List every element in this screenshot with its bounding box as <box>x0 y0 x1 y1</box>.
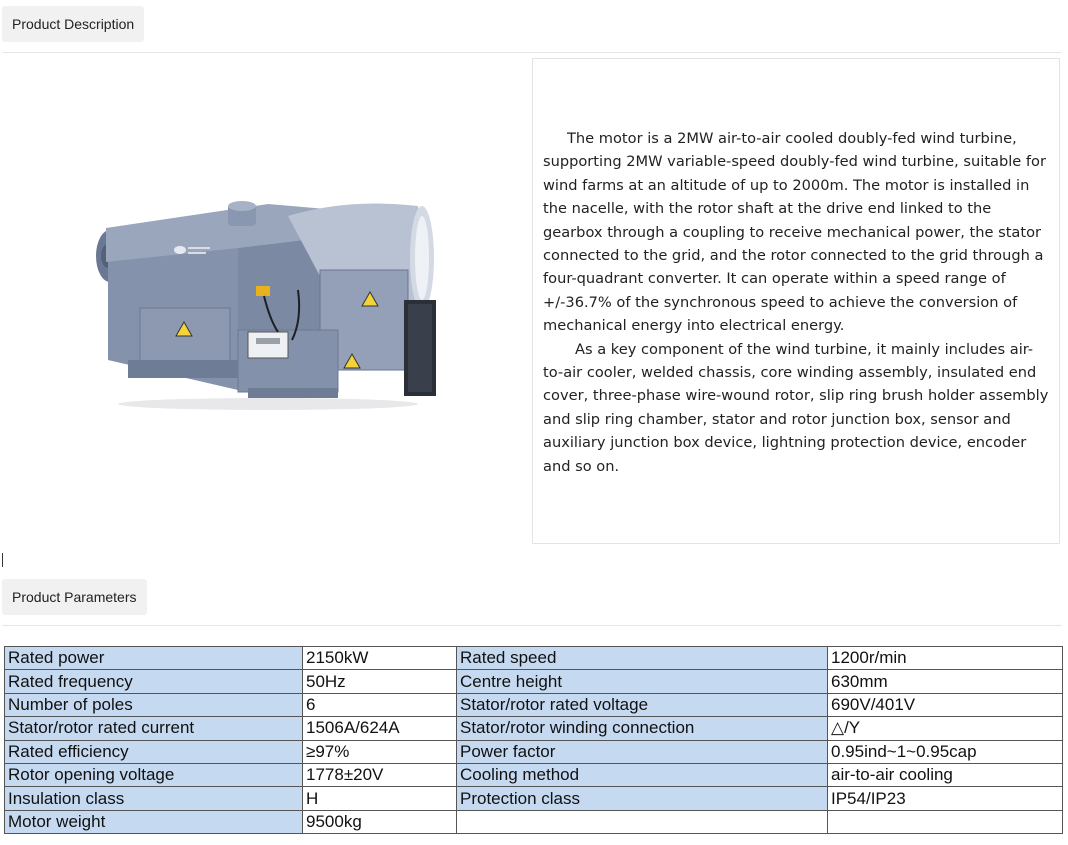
table-row <box>5 787 1063 810</box>
tab-product-parameters[interactable]: Product Parameters <box>2 579 147 615</box>
param-value: 1506A/624A <box>303 717 457 740</box>
product-parameters-table <box>4 646 1063 834</box>
table-row <box>5 693 1063 716</box>
param-label <box>457 810 828 833</box>
param-value: △/Y <box>828 717 1063 740</box>
param-label: Motor weight <box>5 810 303 833</box>
param-label: Stator/rotor winding connection <box>457 717 828 740</box>
param-value: 50Hz <box>303 670 457 693</box>
motor-product-image <box>88 190 440 416</box>
param-label: Stator/rotor rated voltage <box>457 693 828 716</box>
description-paragraph: The motor is a 2MW air-to-air cooled doubly-fed wind turbine, supporting 2MW variable-speed doubly-fed wind turbine, suitable for wind farms at an altitude of up to 2000m. The motor is installed in the nacelle, with the rotor shaft at the drive end linked to the gearbox through a coupling to receive mechanical power, the stator connected to the grid, and the rotor connected to the grid through a four-quadrant converter. It can operate within a speed range of +/-36.7% of the synchronous speed to achieve the conversion of mechanical energy into electrical energy. <box>543 130 1046 335</box>
table-row <box>5 810 1063 833</box>
param-value: 2150kW <box>303 647 457 670</box>
param-value: H <box>303 787 457 810</box>
param-value <box>828 810 1063 833</box>
param-value: ≥97% <box>303 740 457 763</box>
param-value: 1778±20V <box>303 763 457 786</box>
param-label: Rotor opening voltage <box>5 763 303 786</box>
param-label: Rated efficiency <box>5 740 303 763</box>
section-divider <box>2 625 1062 626</box>
param-value: 0.95ind~1~0.95cap <box>828 740 1063 763</box>
param-value: 9500kg <box>303 810 457 833</box>
param-label: Stator/rotor rated current <box>5 717 303 740</box>
param-label: Rated frequency <box>5 670 303 693</box>
param-label: Centre height <box>457 670 828 693</box>
section-divider <box>2 52 1062 53</box>
table-row <box>5 763 1063 786</box>
param-value: 690V/401V <box>828 693 1063 716</box>
param-label: Insulation class <box>5 787 303 810</box>
product-description-box <box>532 58 1060 544</box>
param-value: IP54/IP23 <box>828 787 1063 810</box>
tab-product-description[interactable]: Product Description <box>2 6 144 42</box>
param-label: Protection class <box>457 787 828 810</box>
param-value: air-to-air cooling <box>828 763 1063 786</box>
param-value: 630mm <box>828 670 1063 693</box>
param-label: Number of poles <box>5 693 303 716</box>
param-label: Rated power <box>5 647 303 670</box>
param-label: Cooling method <box>457 763 828 786</box>
table-row <box>5 717 1063 740</box>
description-paragraph: As a key component of the wind turbine, it mainly includes air-to-air cooler, welded chassis, core winding assembly, insulated end cover, three-phase wire-wound rotor, slip ring brush holder assembly and slip ring chamber, stator and rotor junction box, sensor and auxiliary junction box device, lightning protection device, encoder and so on. <box>543 340 1049 475</box>
param-value: 1200r/min <box>828 647 1063 670</box>
table-row <box>5 740 1063 763</box>
param-label: Power factor <box>457 740 828 763</box>
param-value: 6 <box>303 693 457 716</box>
param-label: Rated speed <box>457 647 828 670</box>
table-row <box>5 670 1063 693</box>
table-row <box>5 647 1063 670</box>
product-description-text <box>543 127 1053 478</box>
text-cursor <box>2 553 3 567</box>
